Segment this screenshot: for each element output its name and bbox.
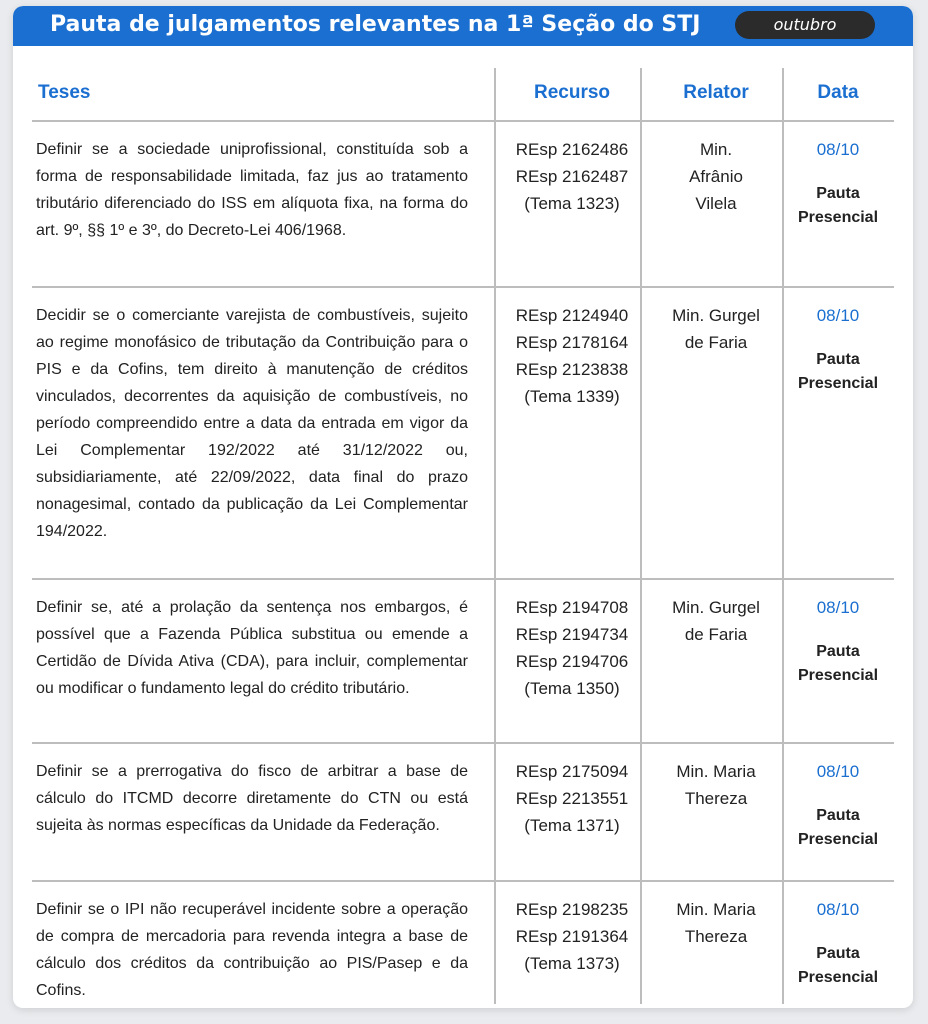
recurso-line: REsp 2191364: [515, 927, 629, 946]
table-row: [32, 122, 894, 288]
recurso-line: REsp 2194708: [515, 598, 629, 617]
pauta-type-label: Presencial: [797, 667, 879, 684]
column-header-teses: Teses: [38, 82, 91, 103]
relator-line: Min. Gurgel: [672, 598, 760, 617]
recurso-cell: [494, 302, 650, 410]
data-cell: [782, 302, 894, 396]
column-header-relator: Relator: [683, 82, 749, 103]
data-cell: [782, 896, 894, 990]
session-date: 08/10: [816, 140, 860, 159]
relator-line: Vilela: [695, 194, 737, 213]
pauta-type-label: Pauta: [816, 185, 860, 202]
recurso-line: REsp 2162486: [515, 140, 629, 159]
relator-cell: [650, 758, 782, 812]
recurso-line: REsp 2124940: [515, 306, 629, 325]
pauta-type-label: Presencial: [797, 209, 879, 226]
relator-line: de Faria: [684, 625, 748, 644]
recurso-line: REsp 2162487: [515, 167, 629, 186]
recurso-cell: [494, 136, 650, 217]
tese-text: Decidir se o comerciante varejista de combustíveis, sujeito ao regime monofásico de tributação da Contribuição para o PIS e da Cofins, tem direito à manutenção de créditos vinculados, decorrentes da aquisição de combustíveis, no período compreendido entre a data da entrada em vigor da Lei Complementar 192/2022 até 31/12/2022 ou, subsidiariamente, até 22/09/2022, data final do prazo nonagesimal, contado da publicação da Lei Complementar 194/2022.: [36, 307, 468, 540]
pauta-type-label: Pauta: [816, 643, 860, 660]
recurso-line: REsp 2178164: [515, 333, 629, 352]
judgments-table: [32, 68, 894, 1004]
recurso-line: (Tema 1371): [524, 816, 620, 835]
relator-cell: [650, 896, 782, 950]
pauta-type-label: Pauta: [816, 945, 860, 962]
recurso-line: REsp 2123838: [515, 360, 629, 379]
page-title: Pauta de julgamentos relevantes na 1ª Seção do STJ: [50, 12, 701, 37]
column-divider: [782, 68, 784, 1004]
data-cell: [782, 758, 894, 852]
relator-cell: [650, 302, 782, 356]
recurso-line: REsp 2213551: [515, 789, 629, 808]
relator-line: Afrânio: [689, 167, 743, 186]
table-header: [32, 68, 894, 122]
table-row: [32, 580, 894, 744]
recurso-line: REsp 2198235: [515, 900, 629, 919]
tese-text: Definir se o IPI não recuperável incidente sobre a operação de compra de mercadoria para revenda integra a base de cálculo dos créditos da contribuição ao PIS/Pasep e da Cofins.: [36, 901, 468, 999]
session-date: 08/10: [816, 762, 860, 781]
header-bar: [13, 6, 913, 46]
relator-line: de Faria: [684, 333, 748, 352]
table-body: [32, 122, 894, 1004]
pauta-type-label: Presencial: [797, 969, 879, 986]
table-row: [32, 288, 894, 580]
recurso-line: REsp 2194706: [515, 652, 629, 671]
relator-cell: [650, 594, 782, 648]
table-row: [32, 744, 894, 882]
pauta-type-label: Pauta: [816, 807, 860, 824]
pauta-type-label: Presencial: [797, 375, 879, 392]
session-date: 08/10: [816, 900, 860, 919]
recurso-line: (Tema 1350): [524, 679, 620, 698]
pauta-card: [13, 6, 913, 1008]
column-divider: [494, 68, 496, 1004]
column-header-recurso: Recurso: [533, 82, 611, 103]
column-divider: [640, 68, 642, 1004]
recurso-line: (Tema 1373): [524, 954, 620, 973]
relator-line: Thereza: [684, 927, 748, 946]
recurso-line: REsp 2194734: [515, 625, 629, 644]
relator-line: Min.: [699, 140, 733, 159]
table-row: [32, 882, 894, 1004]
relator-line: Min. Gurgel: [672, 306, 760, 325]
data-cell: [782, 136, 894, 230]
pauta-type-label: Pauta: [816, 351, 860, 368]
month-badge: outubro: [735, 11, 875, 39]
relator-line: Min. Maria: [676, 900, 756, 919]
data-cell: [782, 594, 894, 688]
recurso-cell: [494, 758, 650, 839]
recurso-cell: [494, 594, 650, 702]
relator-cell: [650, 136, 782, 217]
session-date: 08/10: [816, 306, 860, 325]
relator-line: Thereza: [684, 789, 748, 808]
tese-text: Definir se a sociedade uniprofissional, constituída sob a forma de responsabilidade limitada, faz jus ao tratamento tributário diferenciado do ISS em alíquota fixa, na forma do art. 9º, §§ 1º e 3º, do Decreto-Lei 406/1968.: [36, 141, 468, 239]
column-header-data: Data: [817, 82, 859, 103]
recurso-line: (Tema 1339): [524, 387, 620, 406]
recurso-line: REsp 2175094: [515, 762, 629, 781]
recurso-line: (Tema 1323): [524, 194, 620, 213]
session-date: 08/10: [816, 598, 860, 617]
recurso-cell: [494, 896, 650, 977]
tese-text: Definir se a prerrogativa do fisco de arbitrar a base de cálculo do ITCMD decorre diretamente do CTN ou está sujeita às normas específicas da Unidade da Federação.: [36, 763, 468, 834]
pauta-type-label: Presencial: [797, 831, 879, 848]
relator-line: Min. Maria: [676, 762, 756, 781]
tese-text: Definir se, até a prolação da sentença nos embargos, é possível que a Fazenda Pública substitua ou emende a Certidão de Dívida Ativa (CDA), para incluir, complementar ou modificar o fundamento legal do crédito tributário.: [36, 599, 468, 697]
